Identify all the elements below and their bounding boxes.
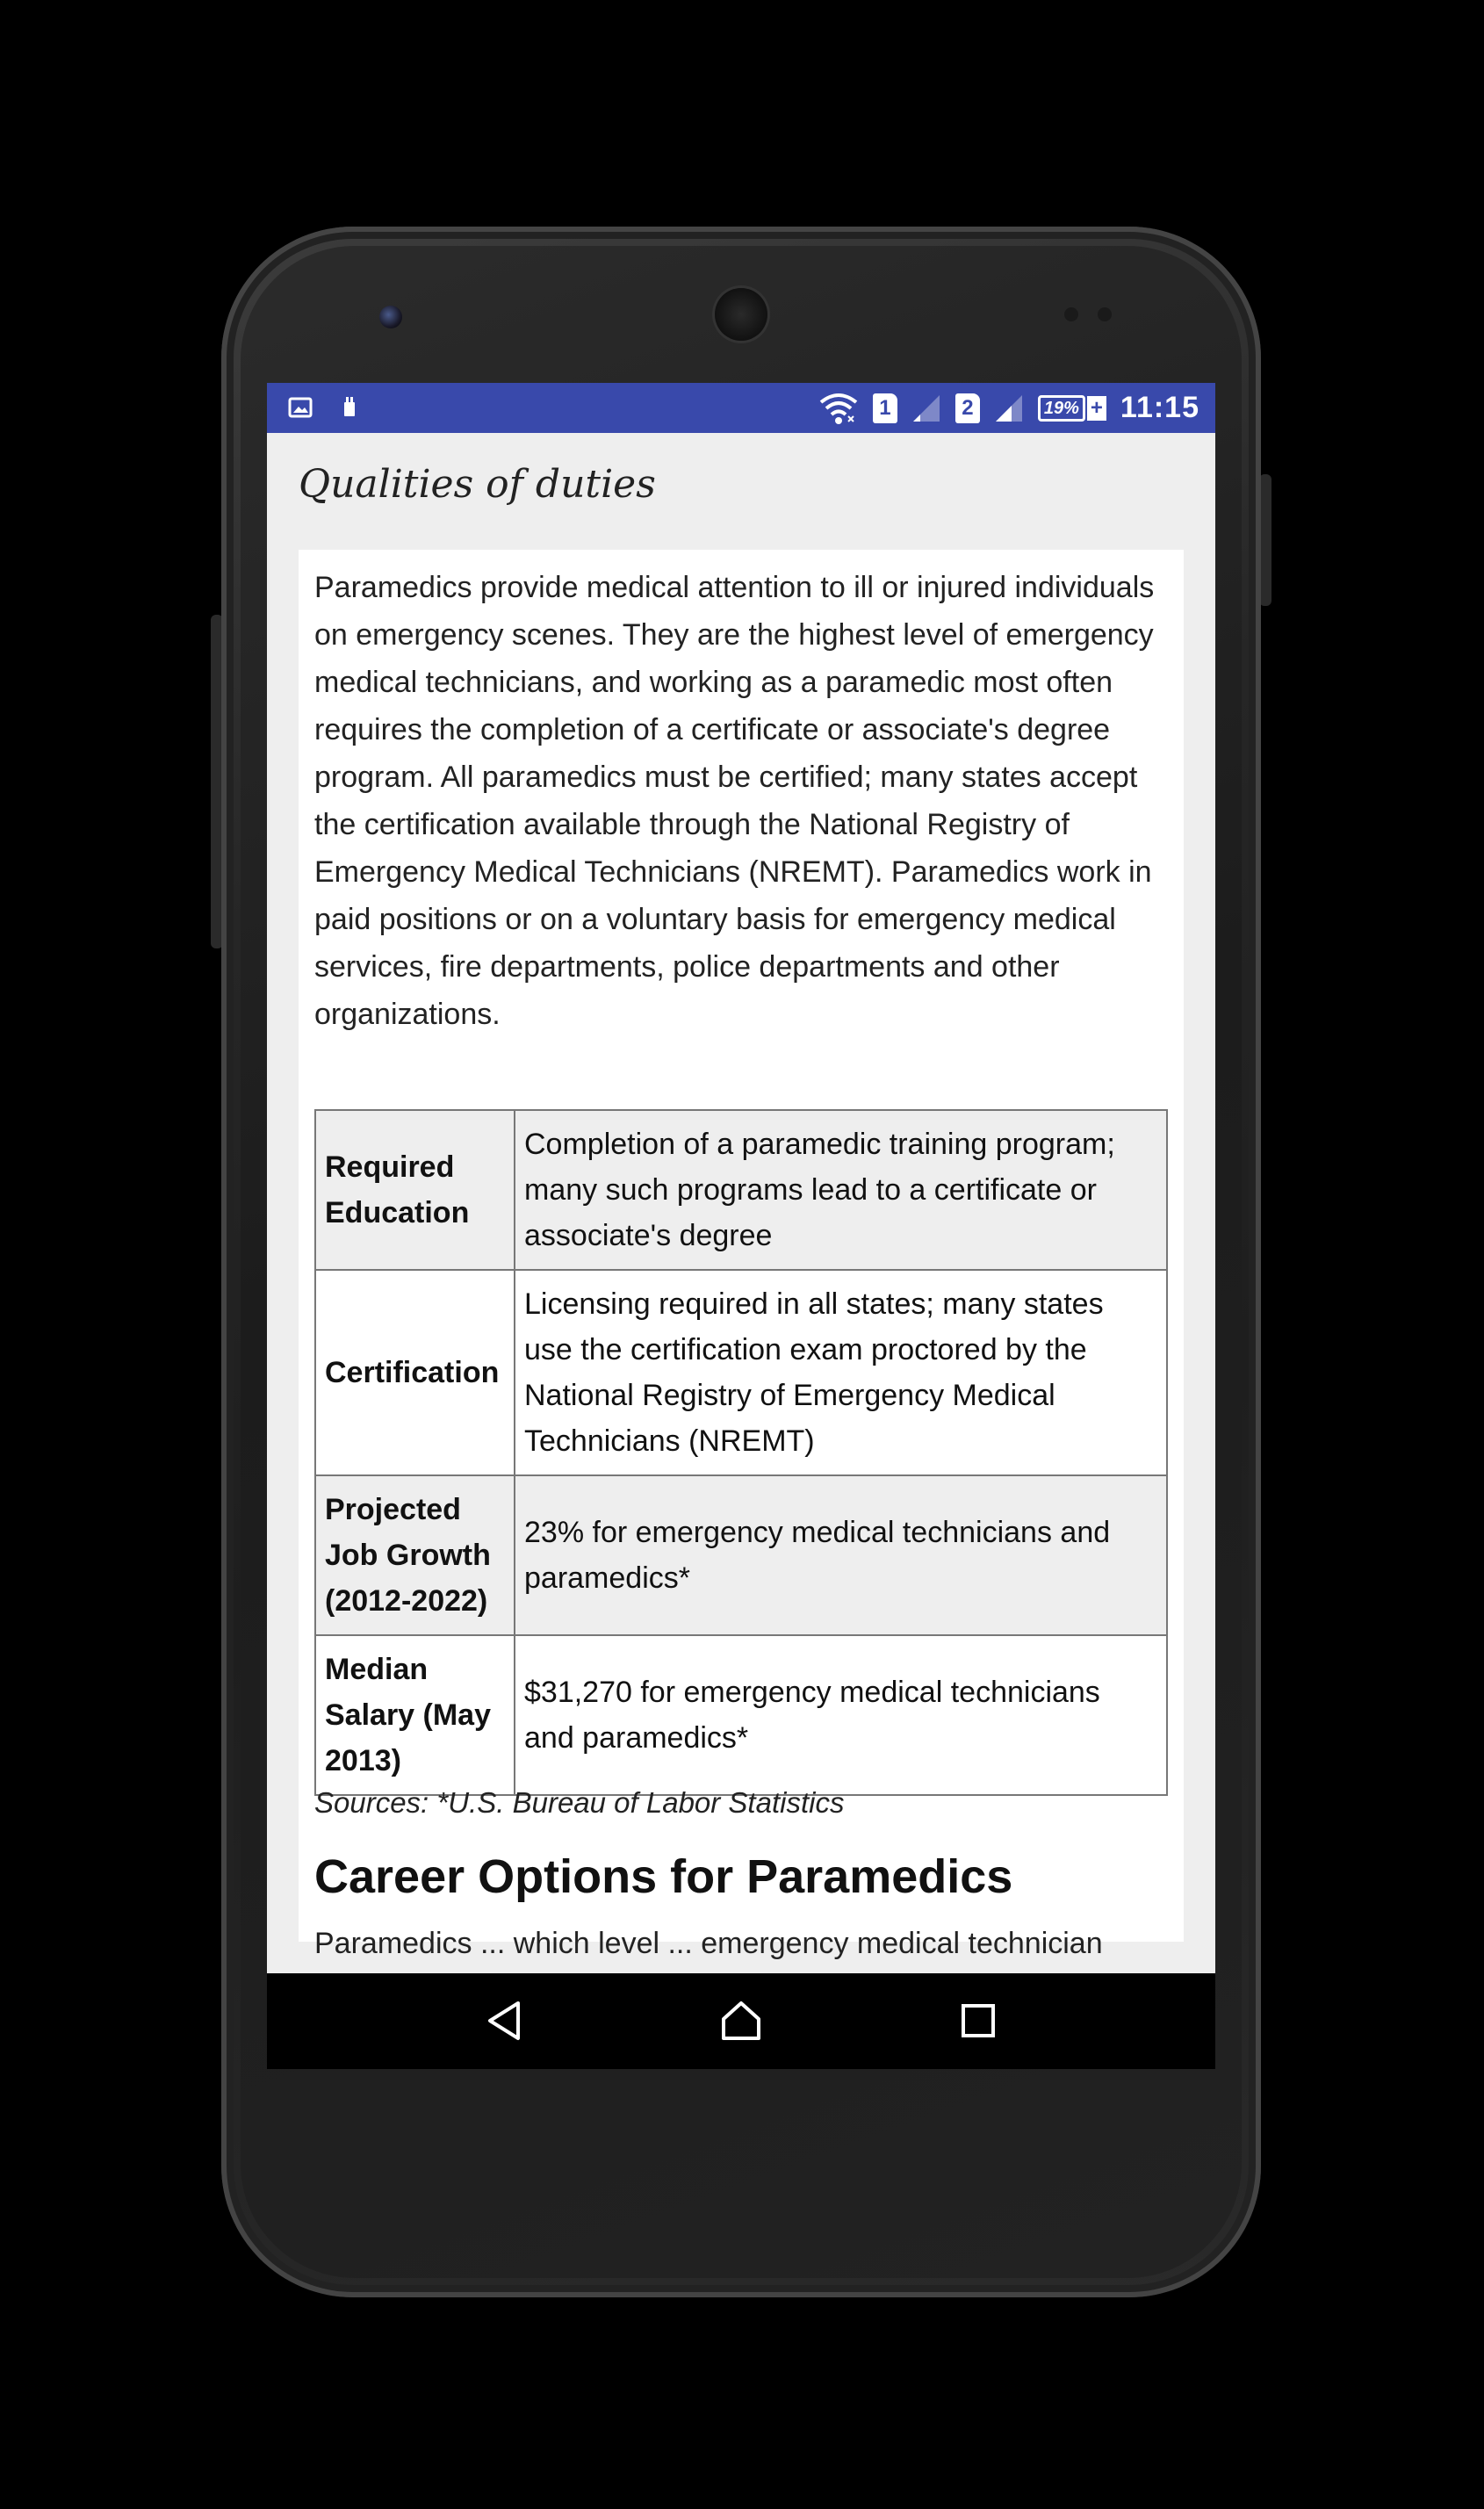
- image-icon: [288, 395, 313, 420]
- proximity-sensor: [1064, 307, 1078, 321]
- recents-button[interactable]: [952, 1994, 1005, 2047]
- wifi-icon: [818, 392, 859, 425]
- back-button[interactable]: [478, 1994, 530, 2047]
- table-key: Projected Job Growth (2012-2022): [315, 1475, 515, 1635]
- signal-icon-sim1: [911, 393, 941, 423]
- section-heading: Career Options for Paramedics: [314, 1850, 1013, 1903]
- screen: [267, 383, 1215, 2069]
- table-key: Required Education: [315, 1110, 515, 1270]
- table-row: [315, 1110, 1167, 1270]
- table-key: Certification: [315, 1270, 515, 1475]
- power-button: [1259, 474, 1271, 606]
- table-row: [315, 1475, 1167, 1635]
- table-row: [315, 1270, 1167, 1475]
- sim2-icon: 2: [955, 393, 980, 423]
- battery-icon: [1038, 395, 1106, 422]
- table-key: Median Salary (May 2013): [315, 1635, 515, 1795]
- navigation-bar: [267, 1973, 1215, 2069]
- light-sensor: [1098, 307, 1112, 321]
- status-bar: [267, 383, 1215, 433]
- info-table: [314, 1109, 1168, 1796]
- table-row: [315, 1635, 1167, 1795]
- front-camera: [379, 306, 402, 328]
- sim1-icon: 1: [873, 393, 897, 423]
- status-right-group: [818, 383, 1199, 433]
- cut-off-text: Paramedics ... which level ... emergency medical technician: [314, 1927, 1103, 1960]
- clock: 11:15: [1120, 391, 1199, 424]
- table-value: Completion of a paramedic training program; many such programs lead to a certificate or associate's degree: [515, 1110, 1167, 1270]
- recents-icon: [961, 2003, 996, 2038]
- page-title: Qualities of duties: [299, 462, 656, 507]
- table-value: 23% for emergency medical technicians and paramedics*: [515, 1475, 1167, 1635]
- home-button[interactable]: [715, 1994, 767, 2047]
- content-card[interactable]: [299, 550, 1184, 1960]
- back-icon: [485, 2000, 523, 2042]
- earpiece-speaker: [715, 288, 767, 341]
- sources-note: Sources: *U.S. Bureau of Labor Statistics: [314, 1786, 845, 1819]
- signal-icon-sim2: [994, 393, 1024, 423]
- home-icon: [720, 2000, 762, 2042]
- battery-level: 19%: [1038, 395, 1085, 422]
- charging-icon: +: [1087, 396, 1106, 421]
- table-value: $31,270 for emergency medical technicians and paramedics*: [515, 1635, 1167, 1795]
- usb-icon: [337, 395, 362, 420]
- intro-paragraph: Paramedics provide medical attention to ill or injured individuals on emergency scenes. They are the highest level of emergency medical technicians, and working as a paramedic most often requires the completion of a certificate or associate's degree program. All paramedics must be certified; many states accept the certification available through the National Registry of Emergency Medical Technicians (NREMT). Paramedics work in paid positions or on a voluntary basis for emergency medical services, fire departments, police departments and other organizations.: [314, 571, 1155, 1031]
- table-value: Licensing required in all states; many states use the certification exam proctored by the National Registry of Emergency Medical Technicians (NREMT): [515, 1270, 1167, 1475]
